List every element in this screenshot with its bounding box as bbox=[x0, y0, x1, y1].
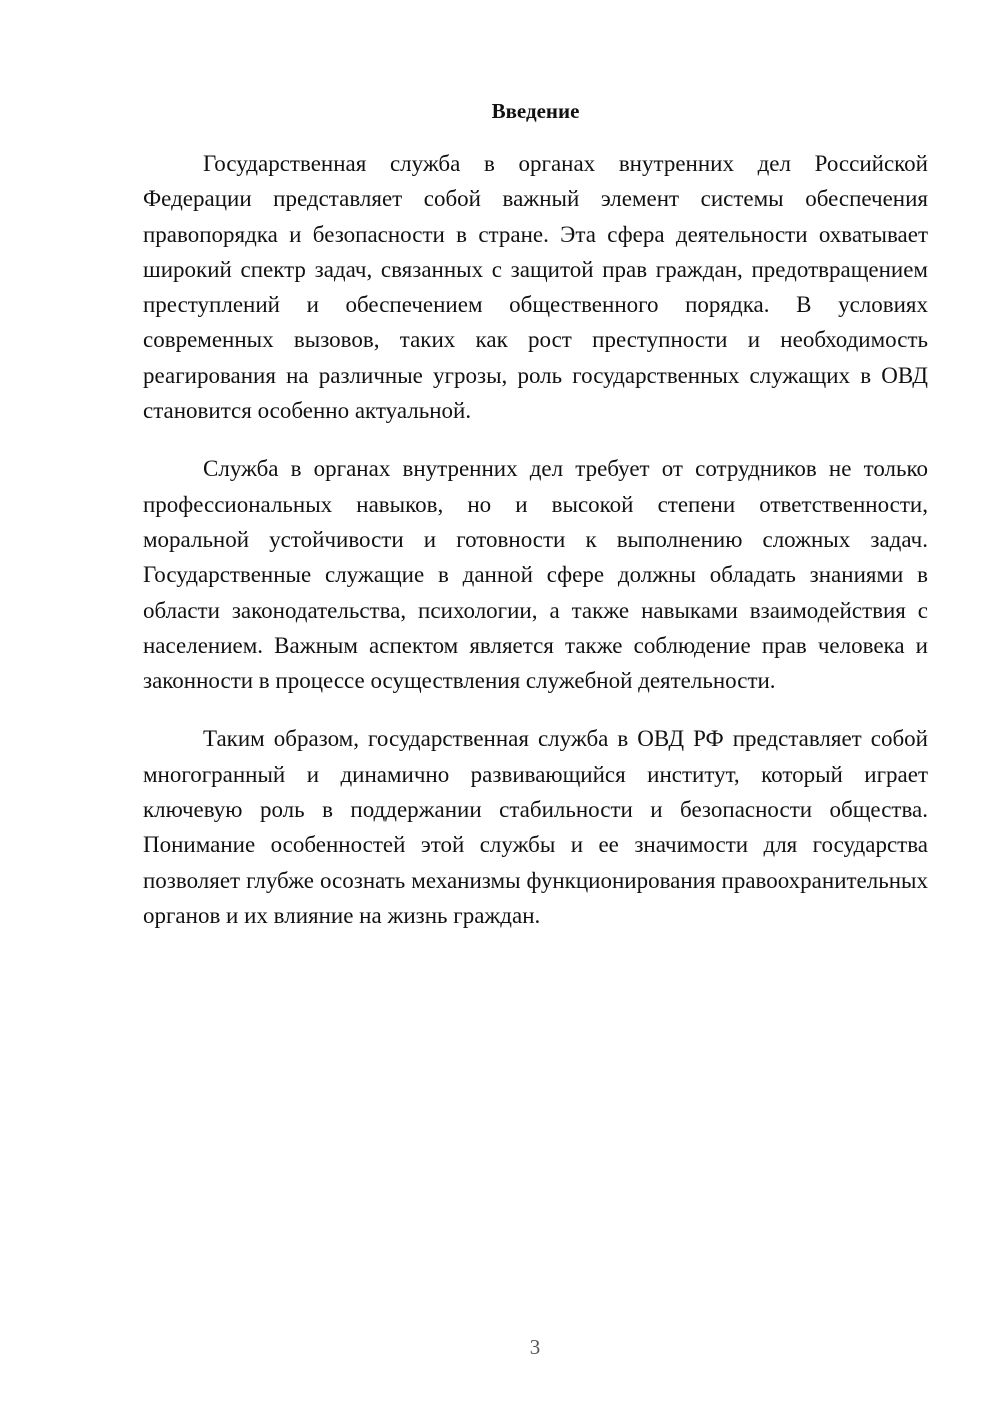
paragraph-1: Государственная служба в органах внутренних дел Российской Федерации представляет собой важный элемент системы обеспечения правопорядка и безопасности в стране. Эта сфера деятельности охватывает широкий спектр задач, связанных с защитой прав граждан, предотвращением преступлений и обеспечением общественного порядка. В условиях современных вызовов, таких как рост преступности и необходимость реагирования на различные угрозы, роль государственных служащих в ОВД становится особенно актуальной. bbox=[143, 151, 928, 424]
paragraph-2: Служба в органах внутренних дел требует от сотрудников не только профессиональных навыков, но и высокой степени ответственности, моральной устойчивости и готовности к выполнению сложных задач. Государственные служащие в данной сфере должны обладать знаниями в области законодательства, психологии, а также навыками взаимодействия с населением. Важным аспектом является также соблюдение прав человека и законности в процессе осуществления служебной деятельности. bbox=[143, 456, 928, 694]
page-content bbox=[143, 96, 928, 956]
page-number: 3 bbox=[529, 1335, 541, 1359]
paragraph-3: Таким образом, государственная служба в ОВД РФ представляет собой многогранный и динамично развивающийся институт, который играет ключевую роль в поддержании стабильности и безопасности общества. Понимание особенностей этой службы и ее значимости для государства позволяет глубже осознать механизмы функционирования правоохранительных органов и их влияние на жизнь граждан. bbox=[143, 726, 928, 928]
section-title: Введение bbox=[491, 99, 580, 123]
